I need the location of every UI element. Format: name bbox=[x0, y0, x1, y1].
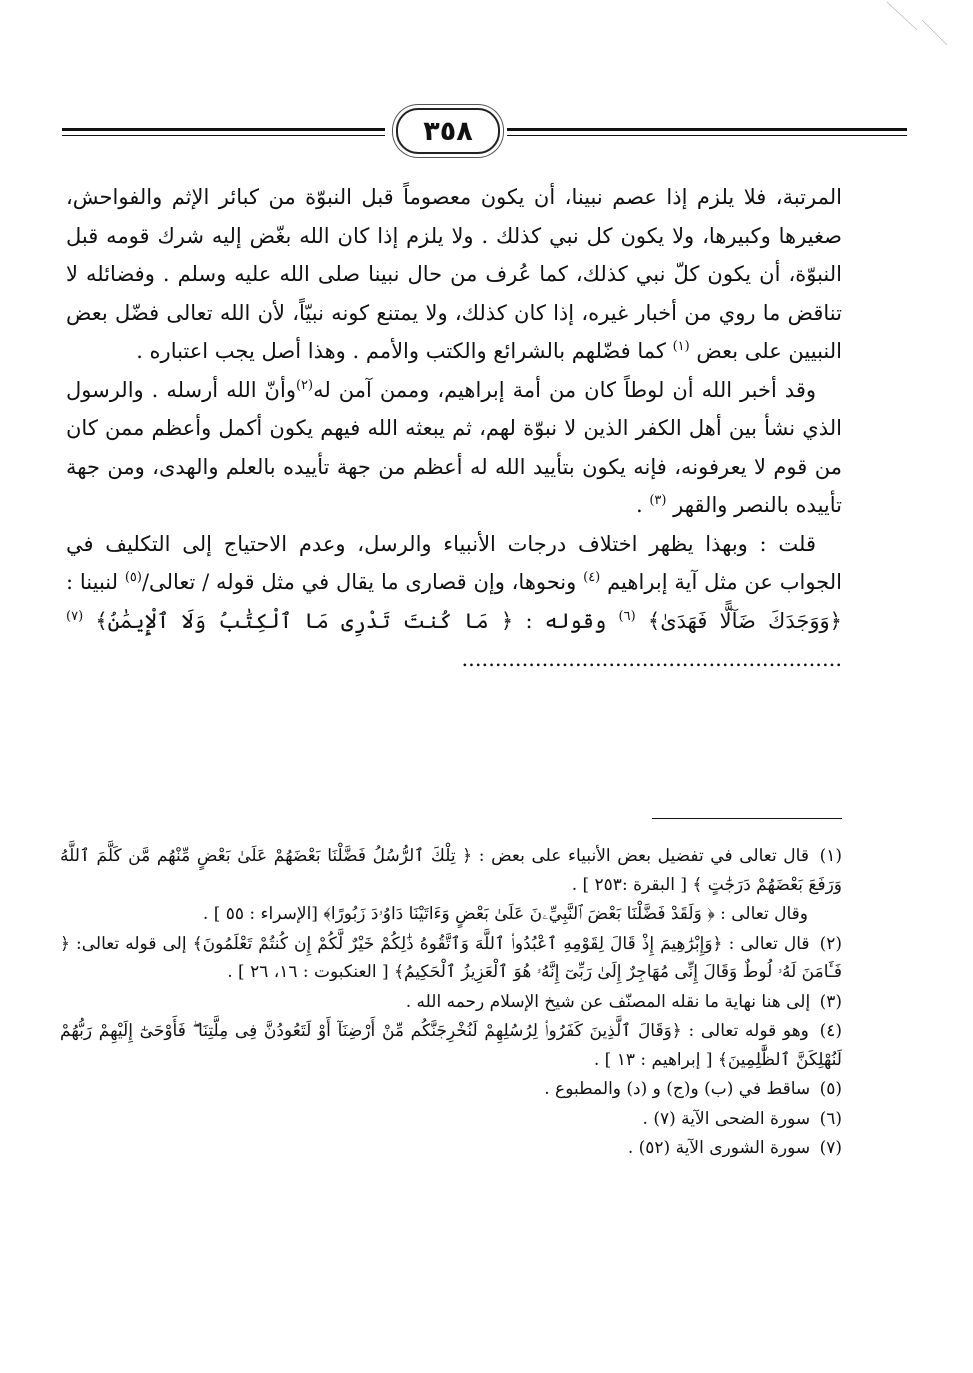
footnote-7: (٧) سورة الشورى الآية (٥٢) . bbox=[627, 1138, 842, 1158]
footnote-separator bbox=[652, 818, 842, 819]
footnote-2: (٢) قال تعالى : ﴿وَإِبْرَٰهِيمَ إِذْ قَالَ لِقَوْمِهِ ٱعْبُدُوا۟ ٱللَّهَ وَٱتَّقُوهُ ذَٰلِكُمْ خَيْرٌ لَّكُمْ إِن كُنتُمْ تَعْلَمُونَ﴾ إلى قوله تعالى: ﴿ فَـَٔامَنَ لَهُۥ لُوطٌ وَقَالَ إِنِّى مُهَاجِرٌ إِلَىٰ رَبِّىٓ إِنَّهُۥ هُوَ ٱلْعَزِيزُ ٱلْحَكِيمُ﴾ [ العنكبوت : ١٦، ٢٦ ] . bbox=[60, 933, 842, 982]
paragraph-1: المرتبة، فلا يلزم إذا عصم نبينا، أن يكون معصوماً قبل النبوّة من كبائر الإثم والفواحش، صغيرها وكبيرها، ولا يكون كل نبي كذلك . ولا يلزم إذا كان الله بغّض إليه شرك قومه قبل النبوّة، أن يكون كلّ نبي كذلك، كما عُرف من حال نبينا صلى الله عليه وسلم . وفضائله لا تناقض ما روي من أخبار غيره، إذا كان كذلك، ولا يمتنع كونه نبيّاً، لأن الله تعالى فضّل بعض النبيين على بعض $^{(١)}$ كما فضّلهم بالشرائع والكتب والأمم . وهذا أصل يجب اعتباره . bbox=[66, 185, 842, 363]
footnote-ref-4: (٤) bbox=[583, 570, 601, 585]
footnote-1: (١) قال تعالى في تفضيل بعض الأنبياء على بعض : ﴿ تِلْكَ ٱلرُّسُلُ فَضَّلْنَا بَعْضَهُمْ عَلَىٰ بَعْضٍ مِّنْهُم مَّن كَلَّمَ ٱللَّهُ وَرَفَعَ بَعْضَهُمْ دَرَجَٰتٍ ﴾ [ البقرة :٢٥٣ ] . bbox=[60, 846, 843, 895]
footnote-ref-1: (١) bbox=[672, 339, 690, 354]
footnote-ref-5: (٥) bbox=[124, 570, 142, 585]
scan-corner-mark bbox=[877, 0, 967, 60]
main-text bbox=[66, 178, 842, 679]
page-number-frame bbox=[396, 108, 500, 154]
page-number: ٣٥٨ bbox=[423, 115, 473, 147]
ellipsis-dots: ......................................................... bbox=[461, 647, 842, 671]
footnote-ref-7: (٧) bbox=[66, 608, 84, 624]
footnote-ref-2: (٢) bbox=[295, 377, 314, 393]
header-rule-right bbox=[507, 128, 907, 131]
header-rule-right-thin bbox=[507, 135, 907, 136]
footnote-ref-6: (٦) bbox=[618, 608, 636, 624]
footnote-4: (٤) وهو قوله تعالى : ﴿وَقَالَ ٱلَّذِينَ كَفَرُوا۟ لِرُسُلِهِمْ لَنُخْرِجَنَّكُم مِّنْ أَرْضِنَآ أَوْ لَتَعُودُنَّ فِى مِلَّتِنَا ۖ فَأَوْحَىٰٓ إِلَيْهِمْ رَبُّهُمْ لَنُهْلِكَنَّ ٱلظَّٰلِمِينَ﴾ [ إبراهيم : ١٣ ] . bbox=[60, 1021, 843, 1070]
header-rule-left-thin bbox=[62, 135, 385, 136]
footnotes bbox=[60, 842, 842, 1164]
page-header bbox=[62, 108, 908, 158]
footnote-5: (٥) ساقط في (ب) و(ج) و (د) والمطبوع . bbox=[544, 1079, 842, 1099]
footnote-6: (٦) سورة الضحى الآية (٧) . bbox=[642, 1108, 842, 1129]
footnote-ref-3: (٣) bbox=[649, 493, 667, 508]
footnote-1-continued: وقال تعالى : ﴿ وَلَقَدْ فَضَّلْنَا بَعْضَ ٱلنَّبِيِّۦنَ عَلَىٰ بَعْضٍ وَءَاتَيْنَا دَاوُۥدَ زَبُورًا﴾ [الإسراء : ٥٥ ] . bbox=[202, 904, 808, 924]
footnote-3: (٣) إلى هنا نهاية ما نقله المصنّف عن شيخ الإسلام رحمه الله . bbox=[405, 991, 842, 1012]
paragraph-2: وقد أخبر الله أن لوطاً كان من أمة إبراهيم، وممن آمن له$^{(٢)}$وأنّ الله أرسله . والرسول الذي نشأ بين أهل الكفر الذين لا نبوّة لهم، ثم يبعثه الله فيهم يكون أكمل وأعظم ممن كان من قوم لا يعرفونه، فإنه يكون بتأييد الله له أعظم من جهة تأييده بالعلم والهدى، ومن جهة تأييده بالنصر والقهر $^{(٣)}$ . bbox=[66, 377, 842, 517]
paragraph-3: قلت : وبهذا يظهر اختلاف درجات الأنبياء والرسل، وعدم الاحتياج إلى التكليف في الجواب عن مثل آية إبراهيم $^{(٤)}$ ونحوها، وإن قصارى ما يقال في مثل قوله / تعالى/$^{(٥)}$ لنبينا : ﴿وَوَجَدَكَ ضَآلًّا فَهَدَىٰ﴾ $^{(٦)}$ وقوله : ﴿ مَا كُنتَ تَدْرِى مَا ٱلْكِتَٰبُ وَلَا ٱلْإِيمَٰنُ﴾ $^{(٧)}$ ......................................................... bbox=[66, 531, 842, 671]
header-rule-left bbox=[62, 128, 385, 131]
